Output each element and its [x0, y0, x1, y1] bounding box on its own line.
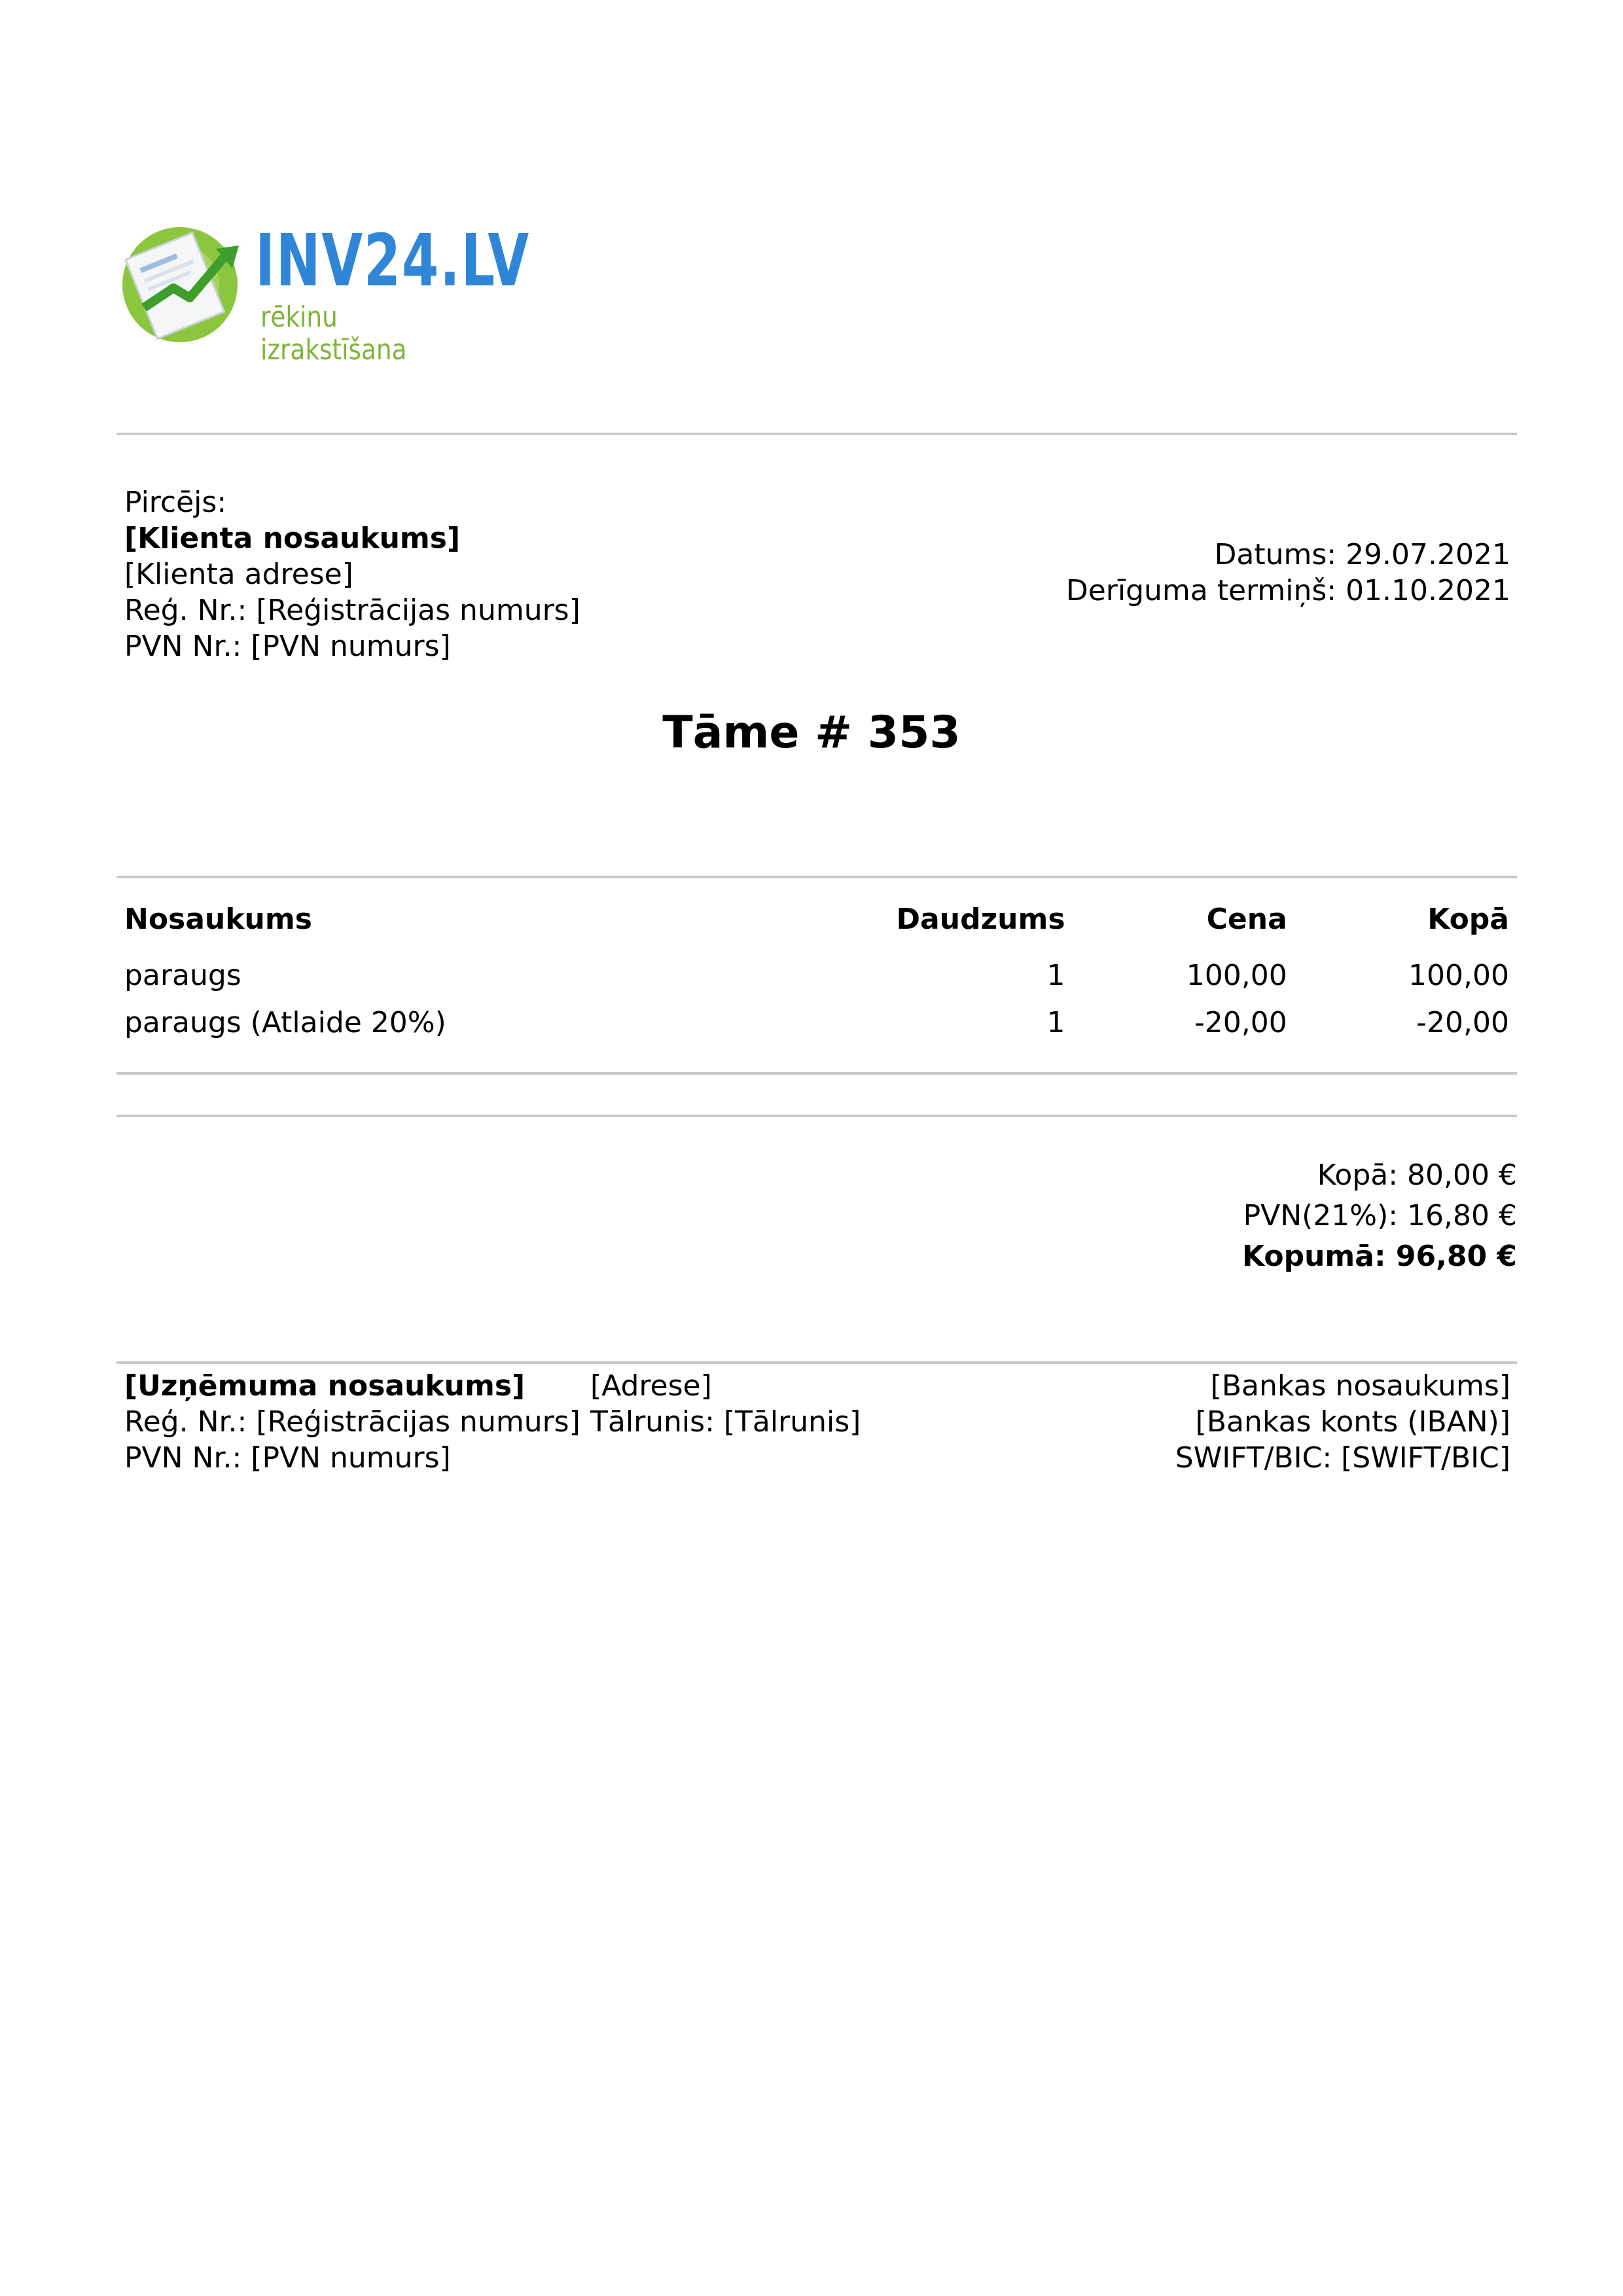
item-total: 100,00 — [1408, 959, 1509, 992]
logo-tagline: rēkinu izrakstīšana — [260, 300, 407, 367]
company-phone: Tālrunis: [Tālrunis] — [590, 1405, 861, 1439]
dates-block — [1066, 537, 1510, 609]
bank-swift: SWIFT/BIC: [SWIFT/BIC] — [1175, 1441, 1510, 1475]
bank-name: [Bankas nosaukums] — [1210, 1369, 1510, 1403]
item-quantity: 1 — [1046, 1006, 1065, 1039]
issue-date: Datums: 29.07.2021 — [1214, 538, 1510, 571]
company-address: [Adrese] — [590, 1369, 712, 1403]
document-title: Tāme # 353 — [662, 707, 961, 759]
column-header-quantity: Daudzums — [896, 903, 1065, 936]
item-price: -20,00 — [1194, 1006, 1287, 1039]
divider-table-bottom — [116, 1072, 1517, 1075]
logo-document-arrow-icon — [118, 216, 249, 347]
buyer-block — [124, 484, 580, 664]
company-reg-no: Reģ. Nr.: [Reģistrācijas numurs] — [124, 1405, 580, 1439]
bank-block — [1175, 1368, 1510, 1476]
divider-top — [116, 433, 1517, 435]
grand-total: Kopumā: 96,80 € — [1242, 1240, 1517, 1273]
buyer-name: [Klienta nosaukums] — [124, 522, 461, 555]
buyer-vat-no: PVN Nr.: [PVN numurs] — [124, 630, 451, 663]
divider-totals-top — [116, 1115, 1517, 1117]
item-price: 100,00 — [1186, 959, 1287, 992]
divider-table-top — [116, 876, 1517, 878]
valid-until-date: Derīguma termiņš: 01.10.2021 — [1065, 574, 1510, 607]
company-name: [Uzņēmuma nosaukums] — [124, 1369, 526, 1403]
company-vat-no: PVN Nr.: [PVN numurs] — [124, 1441, 451, 1475]
buyer-reg-no: Reģ. Nr.: [Reģistrācijas numurs] — [124, 594, 580, 627]
company-logo — [118, 209, 530, 367]
item-name: paraugs — [124, 959, 241, 992]
subtotal: Kopā: 80,00 € — [1317, 1158, 1517, 1192]
table-header-row — [116, 887, 1517, 952]
vat-amount: PVN(21%): 16,80 € — [1243, 1199, 1517, 1232]
buyer-label: Pircējs: — [124, 486, 227, 519]
logo-brand-text: INV24.LV — [255, 219, 530, 302]
divider-footer-top — [116, 1361, 1517, 1364]
company-block — [124, 1368, 580, 1476]
items-table — [116, 887, 1517, 1047]
column-header-price: Cena — [1206, 903, 1287, 936]
item-name: paraugs (Atlaide 20%) — [124, 1006, 446, 1039]
contact-block — [590, 1368, 861, 1440]
table-row — [116, 952, 1517, 999]
totals-block — [1242, 1155, 1517, 1277]
column-header-name: Nosaukums — [124, 903, 312, 936]
buyer-address: [Klienta adrese] — [124, 558, 353, 591]
bank-account: [Bankas konts (IBAN)] — [1195, 1405, 1510, 1439]
item-quantity: 1 — [1046, 959, 1065, 992]
column-header-total: Kopā — [1427, 903, 1509, 936]
item-total: -20,00 — [1416, 1006, 1509, 1039]
table-row — [116, 999, 1517, 1047]
